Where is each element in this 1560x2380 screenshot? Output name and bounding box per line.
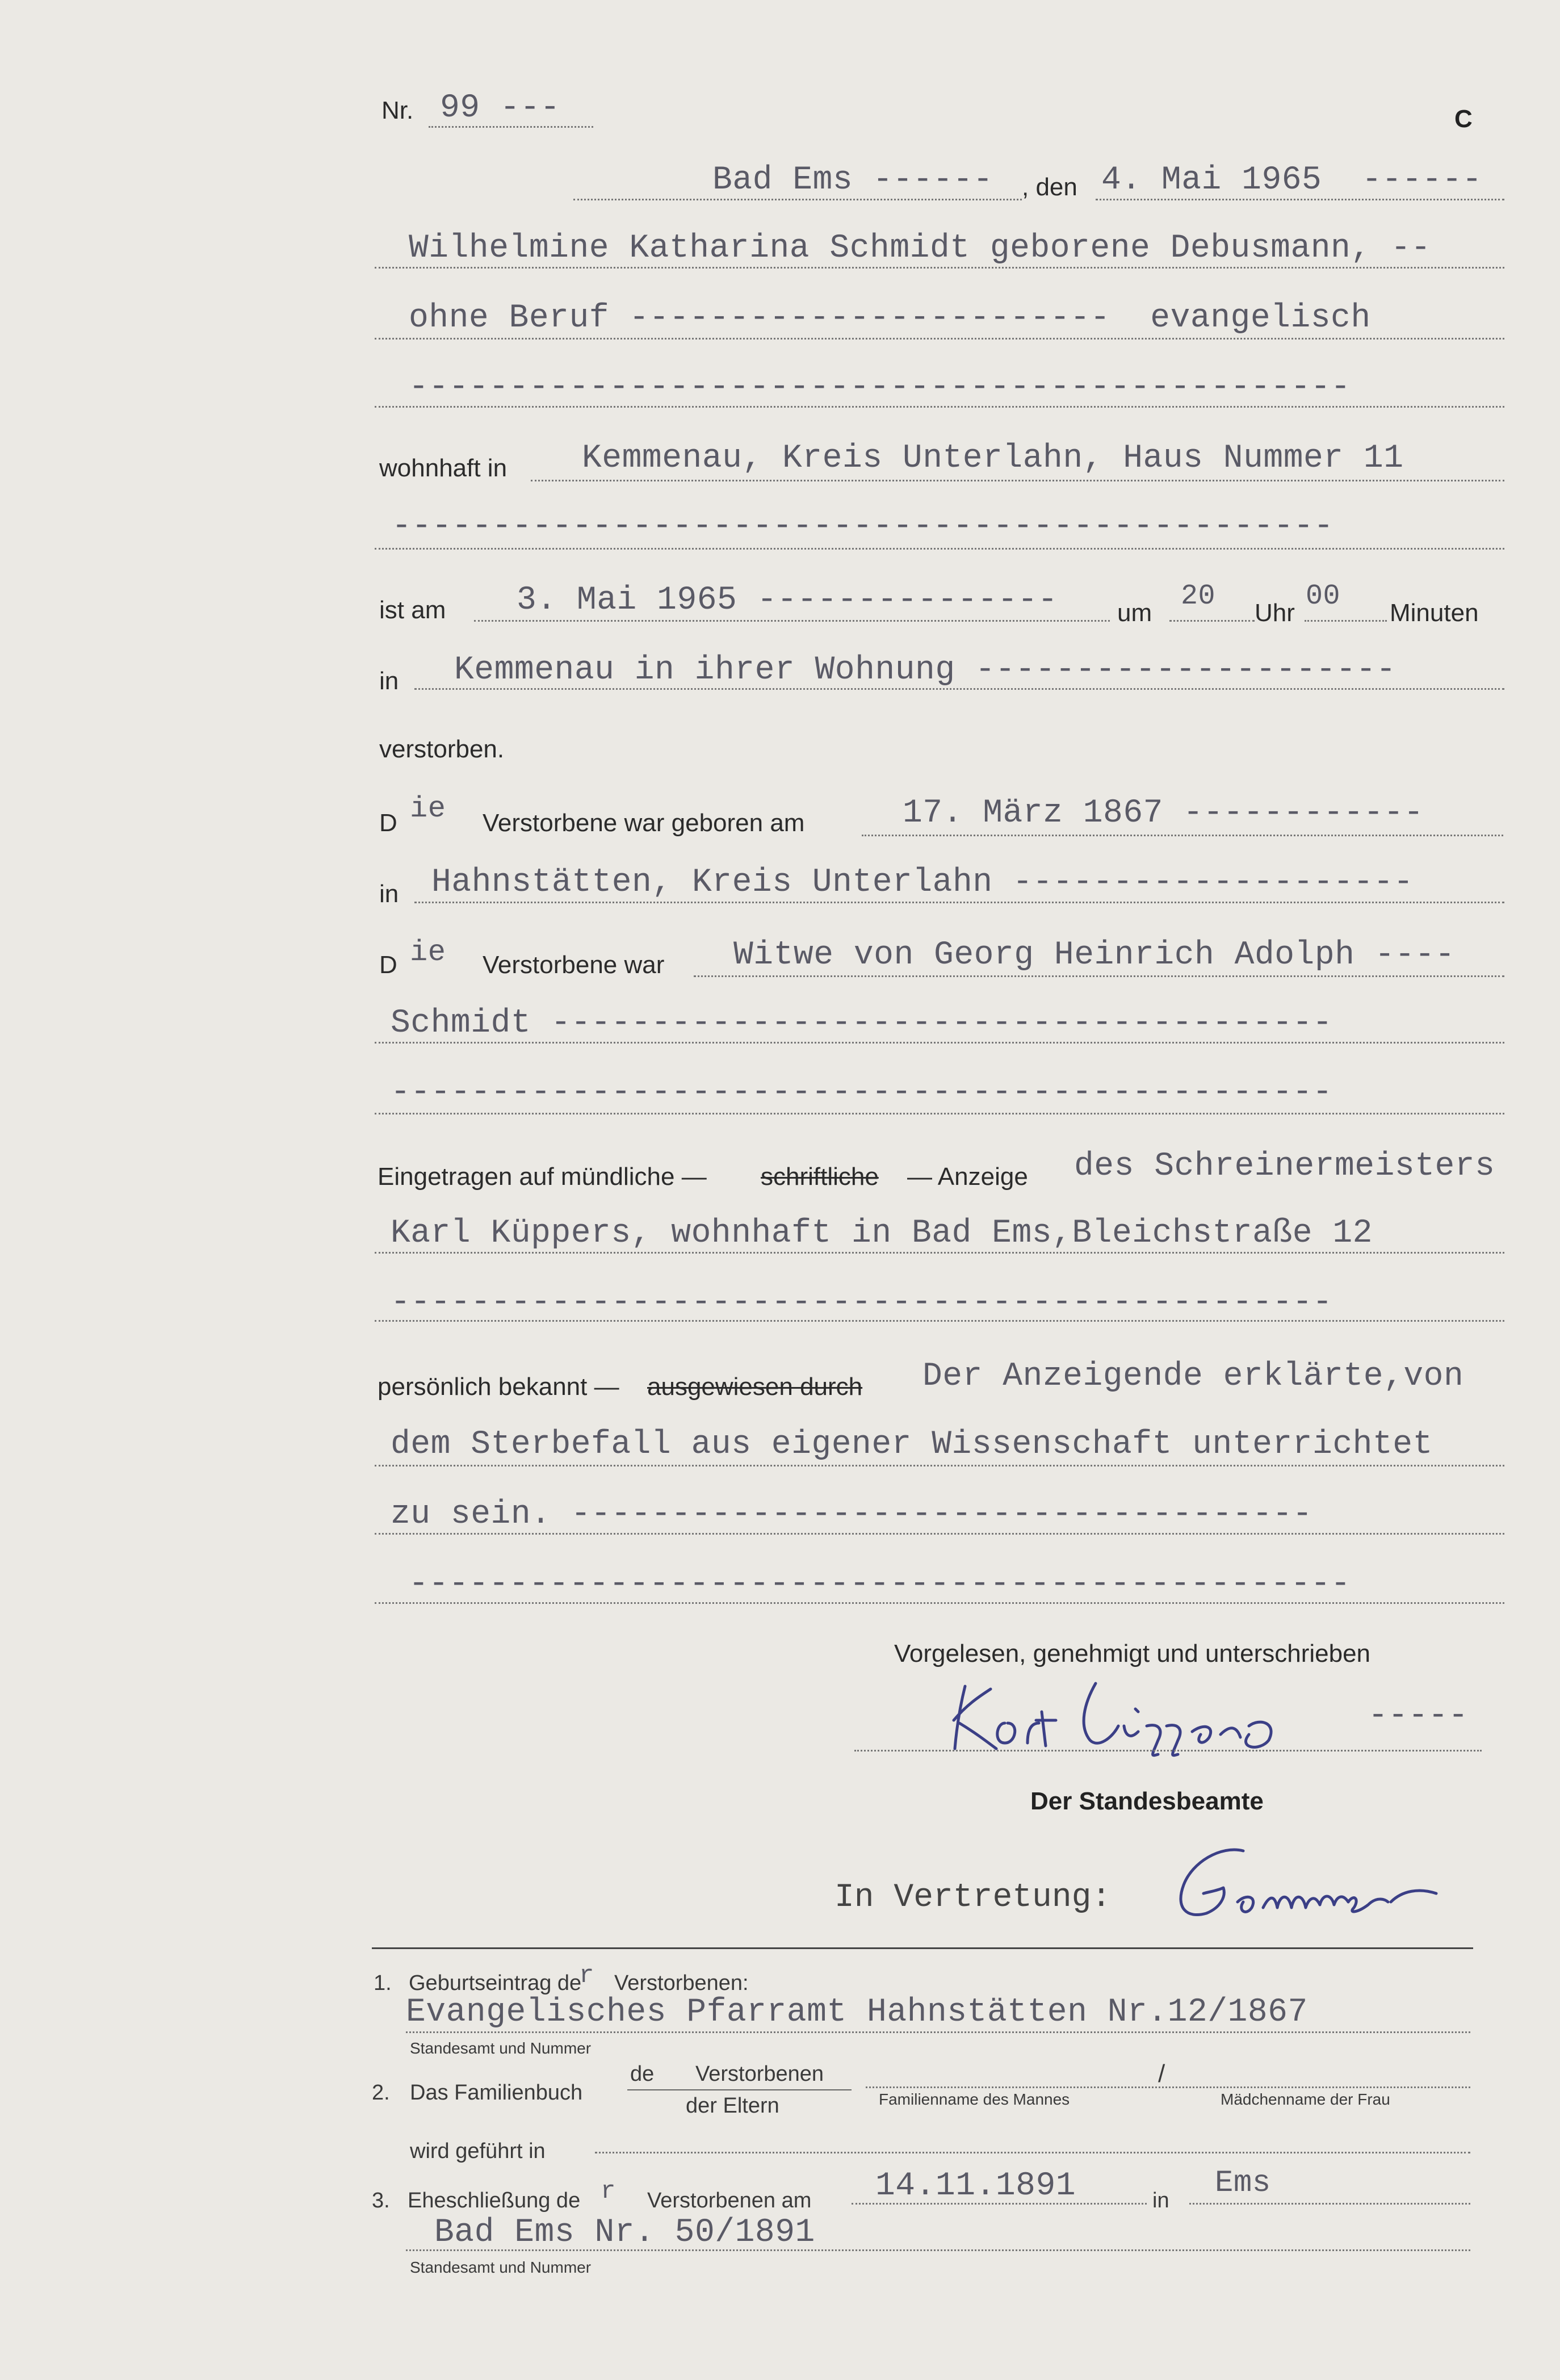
item3-place: Ems bbox=[1215, 2166, 1271, 2201]
item3-label: Eheschließung de bbox=[408, 2189, 581, 2213]
identity-line-3: zu sein. ------------------------------------- bbox=[391, 1496, 1313, 1533]
item2-fraction-line bbox=[627, 2089, 852, 2090]
uhr-label: Uhr bbox=[1255, 599, 1295, 627]
marital-d-label: D bbox=[379, 951, 397, 979]
item2-top: Verstorbenen bbox=[695, 2062, 824, 2086]
um-label: um bbox=[1117, 599, 1152, 627]
date-dotted-line bbox=[1096, 199, 1504, 200]
eingetragen-label: Eingetragen auf mündliche — bbox=[378, 1163, 707, 1191]
informant-line-3: ----------------------------------------------- bbox=[391, 1284, 1333, 1321]
registrar-signature-icon bbox=[1152, 1840, 1482, 1930]
item3-caption: Standesamt und Nummer bbox=[410, 2259, 592, 2276]
nr-value: 99 --- bbox=[440, 90, 560, 127]
item2-caption-right: Mädchenname der Frau bbox=[1221, 2090, 1390, 2108]
item2-wird-label: wird geführt in bbox=[410, 2139, 546, 2163]
item3-in-label: in bbox=[1152, 2189, 1169, 2213]
item2-label: Das Familienbuch bbox=[410, 2081, 583, 2105]
identity-line-1: Der Anzeigende erklärte,von bbox=[922, 1358, 1464, 1395]
death-date: 3. Mai 1965 --------------- bbox=[517, 582, 1058, 619]
informant-dotted-line-2 bbox=[375, 1252, 1504, 1254]
ausgewiesen-label: ausgewiesen durch bbox=[647, 1373, 863, 1401]
nr-label: Nr. bbox=[381, 97, 414, 124]
signature-dashes: ----- bbox=[1368, 1698, 1469, 1734]
marital-d-suffix: ie bbox=[410, 936, 446, 969]
minutes-dotted-line bbox=[1305, 620, 1387, 622]
item3-suffix: r bbox=[601, 2177, 616, 2206]
birth-in-label: in bbox=[379, 880, 399, 908]
footer-divider bbox=[372, 1947, 1473, 1949]
item2-number: 2. bbox=[372, 2081, 390, 2105]
name-dotted-line bbox=[375, 267, 1504, 269]
item2-top-prefix: de bbox=[630, 2062, 655, 2086]
minuten-label: Minuten bbox=[1390, 599, 1479, 627]
marital-line-3: ----------------------------------------------- bbox=[391, 1074, 1333, 1111]
death-place: Kemmenau in ihrer Wohnung --------------------- bbox=[454, 652, 1397, 689]
item1-value: Evangelisches Pfarramt Hahnstätten Nr.12/1867 bbox=[406, 1994, 1308, 2031]
ist-am-label: ist am bbox=[379, 596, 446, 624]
blank-dashes: ----------------------------------------------- bbox=[409, 369, 1351, 406]
death-in-label: in bbox=[379, 667, 399, 695]
bekannt-label: persönlich bekannt — bbox=[378, 1373, 619, 1401]
item2-dotted-line bbox=[866, 2086, 1470, 2088]
deceased-name: Wilhelmine Katharina Schmidt geborene Debusmann, -- bbox=[409, 230, 1431, 267]
item3-number: 3. bbox=[372, 2189, 390, 2213]
vertretung-label: In Vertretung: bbox=[834, 1879, 1112, 1916]
blank-dotted-line bbox=[375, 406, 1504, 408]
item1-label: Geburtseintrag de bbox=[409, 1971, 582, 1995]
death-date-dotted-line bbox=[474, 620, 1110, 622]
registry-place: Bad Ems ------ bbox=[712, 162, 993, 199]
death-minutes: 00 bbox=[1306, 580, 1341, 613]
birth-date-dotted-line bbox=[862, 835, 1503, 836]
standesbeamte-label: Der Standesbeamte bbox=[1030, 1787, 1264, 1815]
item3-place-dotted-line bbox=[1189, 2203, 1470, 2205]
birth-d-label: D bbox=[379, 809, 397, 837]
residence-dotted-line bbox=[531, 480, 1504, 481]
verstorben-label: verstorben. bbox=[379, 735, 505, 763]
marital-dotted-line-2 bbox=[375, 1042, 1504, 1044]
item2-caption-left: Familienname des Mannes bbox=[879, 2090, 1070, 2108]
born-label: Verstorbene war geboren am bbox=[483, 809, 805, 837]
corner-letter: C bbox=[1454, 105, 1473, 133]
birth-place-dotted-line bbox=[414, 902, 1504, 903]
marital-line-2: Schmidt --------------------------------------- bbox=[391, 1005, 1333, 1042]
marital-dotted-line-3 bbox=[375, 1113, 1504, 1114]
informant-line-2: Karl Küppers, wohnhaft in Bad Ems,Bleichstraße 12 bbox=[391, 1215, 1373, 1252]
anzeige-label: — Anzeige bbox=[907, 1163, 1028, 1191]
residence-cont-dotted-line bbox=[375, 548, 1504, 550]
birth-date: 17. März 1867 ------------ bbox=[903, 795, 1424, 832]
identity-dotted-line-3 bbox=[375, 1533, 1504, 1535]
occupation-dotted-line bbox=[375, 338, 1504, 340]
schriftliche-label: schriftliche bbox=[761, 1163, 879, 1191]
den-label: , den bbox=[1022, 173, 1077, 201]
item1-number: 1. bbox=[374, 1971, 392, 1995]
marital-dotted-line-1 bbox=[694, 975, 1504, 977]
item2-bottom: der Eltern bbox=[686, 2094, 779, 2118]
residence-cont: ----------------------------------------------- bbox=[392, 508, 1334, 545]
marital-line-1: Witwe von Georg Heinrich Adolph ---- bbox=[733, 937, 1456, 974]
identity-dotted-line-2 bbox=[375, 1465, 1504, 1466]
signature-dotted-line bbox=[854, 1750, 1482, 1752]
war-label: Verstorbene war bbox=[483, 951, 665, 979]
item1-dotted-line bbox=[406, 2031, 1470, 2033]
informant-signature-icon bbox=[942, 1669, 1385, 1760]
item2-slash: / bbox=[1158, 2060, 1165, 2088]
deceased-residence: Kemmenau, Kreis Unterlahn, Haus Nummer 11 bbox=[582, 440, 1404, 477]
wohnhaft-label: wohnhaft in bbox=[379, 454, 508, 482]
item3-date: 14.11.1891 bbox=[875, 2168, 1076, 2205]
item1-caption: Standesamt und Nummer bbox=[410, 2039, 592, 2057]
place-dotted-line bbox=[573, 199, 1022, 200]
deceased-occupation: ohne Beruf ------------------------ evangelisch bbox=[409, 300, 1371, 337]
item1-suffix: r bbox=[579, 1962, 594, 1990]
birth-place: Hahnstätten, Kreis Unterlahn -------------------- bbox=[431, 864, 1414, 901]
identity-line-2: dem Sterbefall aus eigener Wissenschaft unterrichtet bbox=[391, 1426, 1433, 1463]
registry-date: 4. Mai 1965 ------ bbox=[1101, 162, 1482, 199]
birth-d-suffix: ie bbox=[410, 792, 446, 826]
hour-dotted-line bbox=[1169, 620, 1255, 622]
item3-value: Bad Ems Nr. 50/1891 bbox=[434, 2214, 815, 2251]
identity-line-4: ----------------------------------------------- bbox=[409, 1566, 1351, 1603]
item1-label2: Verstorbenen: bbox=[614, 1971, 749, 1995]
item3-label2: Verstorbenen am bbox=[647, 2189, 812, 2213]
informant-line-1: des Schreinermeisters bbox=[1074, 1148, 1495, 1185]
item2-wird-dotted-line bbox=[595, 2152, 1470, 2153]
vorgelesen-label: Vorgelesen, genehmigt und unterschrieben bbox=[894, 1640, 1371, 1667]
death-hour: 20 bbox=[1181, 580, 1216, 613]
